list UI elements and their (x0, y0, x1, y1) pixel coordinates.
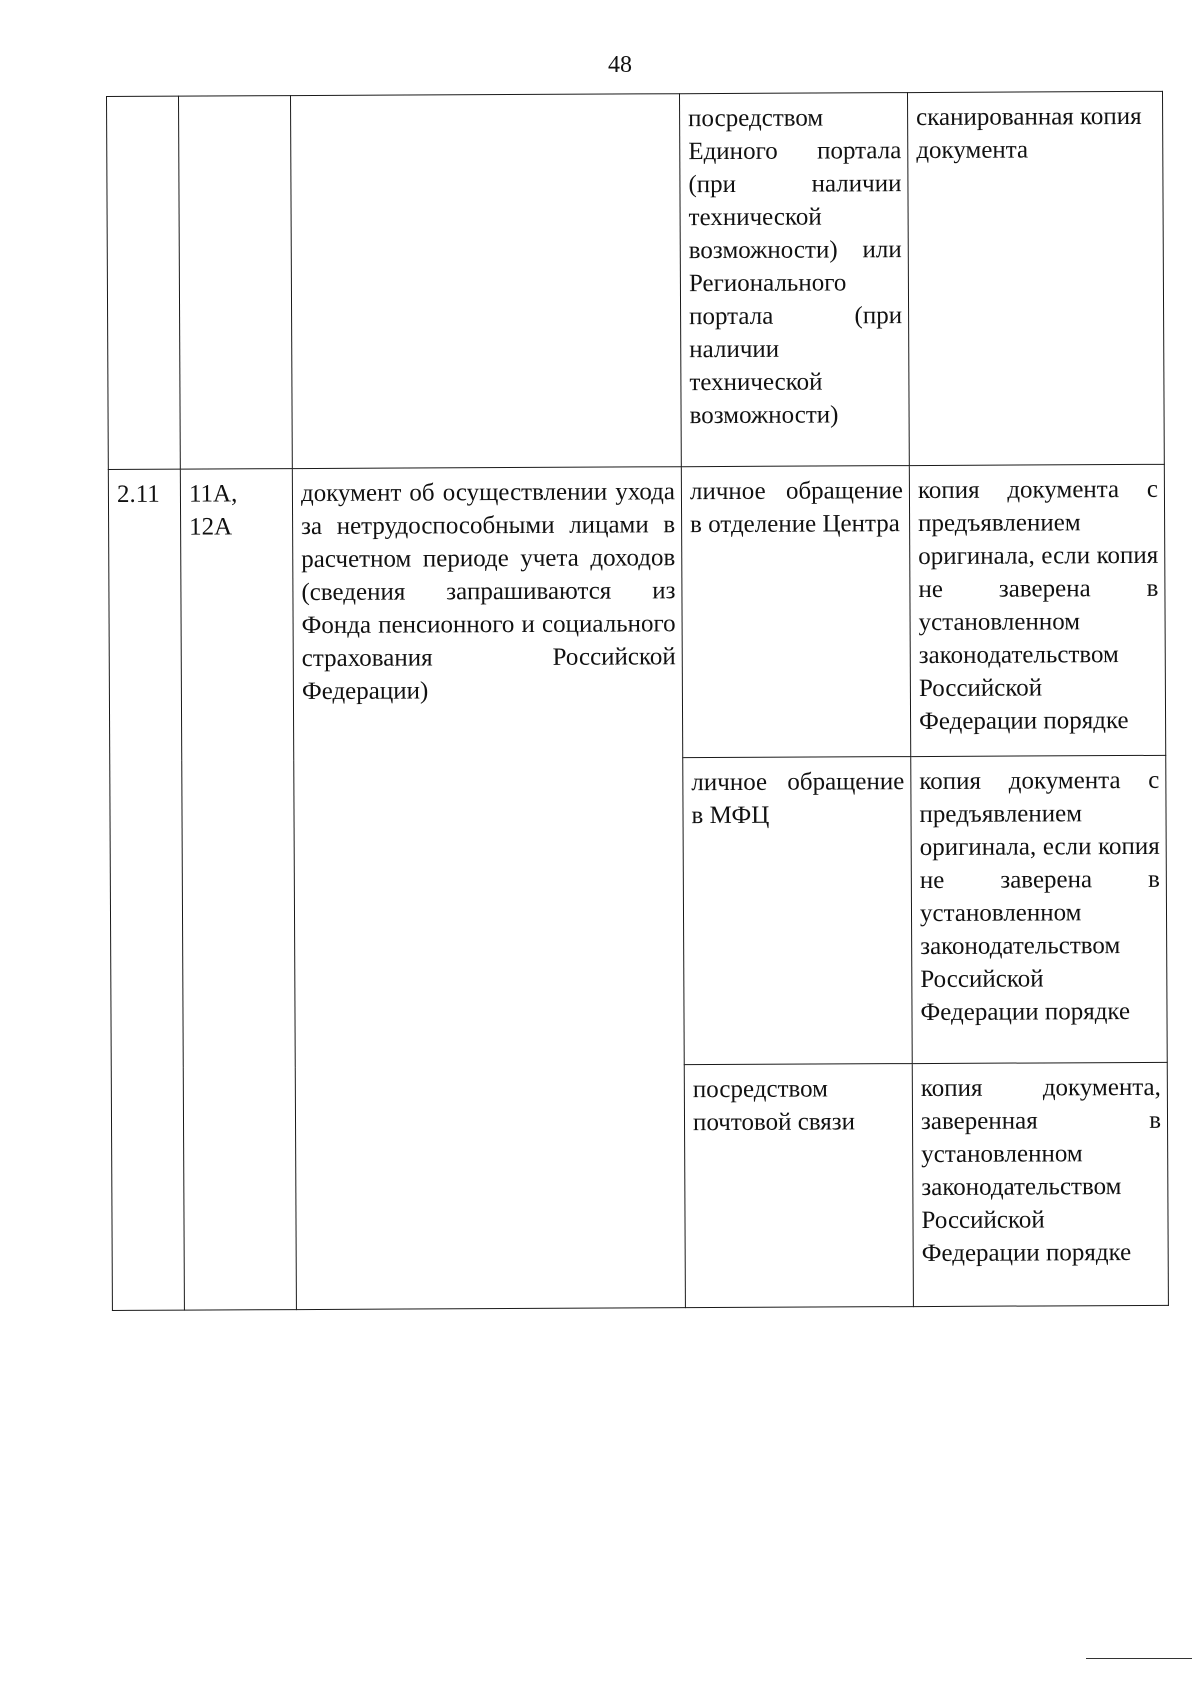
page-number: 48 (608, 52, 632, 78)
cell-empty-number (107, 96, 181, 469)
cell-delivery-method: посредством Единого портала (при наличии технической возможности) или Регионального портала (при наличии технической возможности) (679, 93, 909, 467)
cell-document-form: копия документа с предъявлением оригинала, если копия не заверена в установленном законодательством Российской Федерации порядке (911, 755, 1167, 1063)
table-row-2-11 (108, 464, 1165, 760)
cell-document-form: сканированная копия документа (907, 91, 1164, 465)
table-row-continued (107, 91, 1165, 469)
cell-empty-categories (179, 96, 293, 470)
cell-empty-document (291, 94, 682, 469)
cell-document-description: документ об осуществлении ухода за нетрудоспособными лицами в расчетном периоде учета доходов (сведения запрашиваются из Фонда пенсионного и социального страхования Российской Федерации) (292, 467, 685, 1310)
cell-row-number: 2.11 (108, 469, 184, 1310)
cell-document-form: копия документа, заверенная в установленном законодательством Российской Федерации порядке (912, 1062, 1168, 1306)
footer-rule (1086, 1658, 1192, 1659)
requirements-table (106, 91, 1169, 1311)
cell-document-form: копия документа с предъявлением оригинала, если копия не заверена в установленном законодательством Российской Федерации порядке (909, 464, 1165, 756)
cell-delivery-method: личное обращение в МФЦ (683, 757, 912, 1065)
cell-categories: 11А, 12А (180, 469, 296, 1311)
cell-delivery-method: личное обращение в отделение Центра (681, 466, 910, 758)
cell-delivery-method: посредством почтовой связи (684, 1064, 913, 1308)
